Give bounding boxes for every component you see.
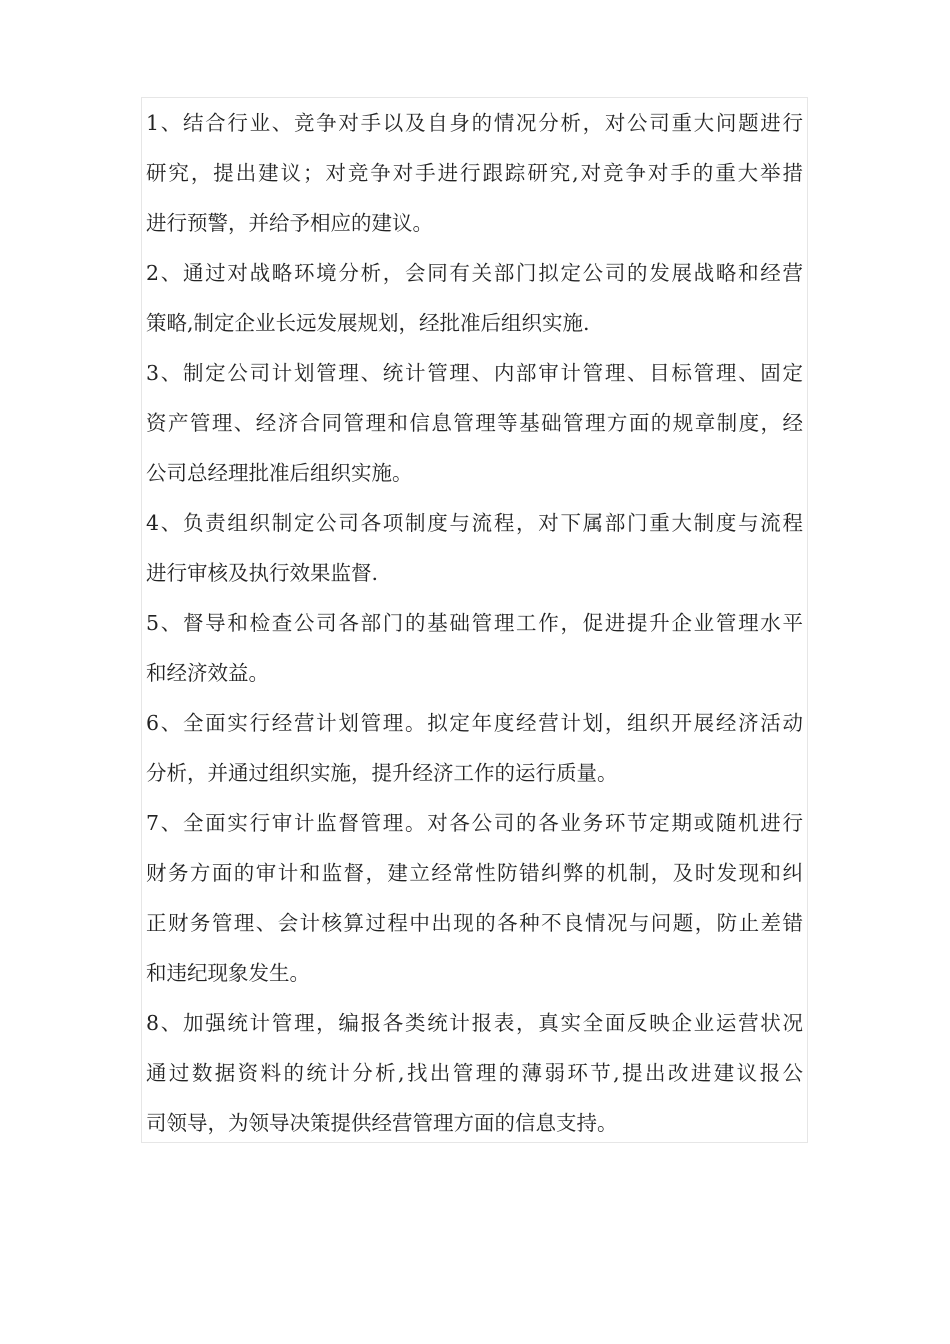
text-line: 8、加强统计管理，编报各类统计报表，真实全面反映企业运营状况 xyxy=(146,1011,803,1035)
text-line: 1、结合行业、竞争对手以及自身的情况分析，对公司重大问题进行 xyxy=(146,111,803,135)
text-line: 策略,制定企业长远发展规划，经批准后组织实施. xyxy=(146,311,590,335)
text-line: 分析，并通过组织实施，提升经济工作的运行质量。 xyxy=(146,761,618,785)
text-line: 研究，提出建议；对竞争对手进行跟踪研究,对竞争对手的重大举措 xyxy=(146,161,803,185)
text-line: 进行审核及执行效果监督. xyxy=(146,561,379,585)
text-line: 和经济效益。 xyxy=(146,661,269,685)
text-line: 和违纪现象发生。 xyxy=(146,961,310,985)
text-line: 资产管理、经济合同管理和信息管理等基础管理方面的规章制度，经 xyxy=(146,411,803,435)
text-line: 7、全面实行审计监督管理。对各公司的各业务环节定期或随机进行 xyxy=(146,811,803,835)
text-line: 司领导，为领导决策提供经营管理方面的信息支持。 xyxy=(146,1111,618,1135)
text-line: 5、督导和检查公司各部门的基础管理工作，促进提升企业管理水平 xyxy=(146,611,803,635)
document-text-box xyxy=(141,97,808,1143)
text-line: 进行预警，并给予相应的建议。 xyxy=(146,211,433,235)
text-line: 正财务管理、会计核算过程中出现的各种不良情况与问题，防止差错 xyxy=(146,911,803,935)
text-line: 公司总经理批准后组织实施。 xyxy=(146,461,413,485)
text-line: 3、制定公司计划管理、统计管理、内部审计管理、目标管理、固定 xyxy=(146,361,803,385)
text-line: 财务方面的审计和监督，建立经常性防错纠弊的机制，及时发现和纠 xyxy=(146,861,803,885)
text-line: 4、负责组织制定公司各项制度与流程，对下属部门重大制度与流程 xyxy=(146,511,803,535)
text-line: 6、全面实行经营计划管理。拟定年度经营计划，组织开展经济活动 xyxy=(146,711,803,735)
text-line: 2、通过对战略环境分析，会同有关部门拟定公司的发展战略和经营 xyxy=(146,261,803,285)
text-line: 通过数据资料的统计分析,找出管理的薄弱环节,提出改进建议报公 xyxy=(146,1061,803,1085)
